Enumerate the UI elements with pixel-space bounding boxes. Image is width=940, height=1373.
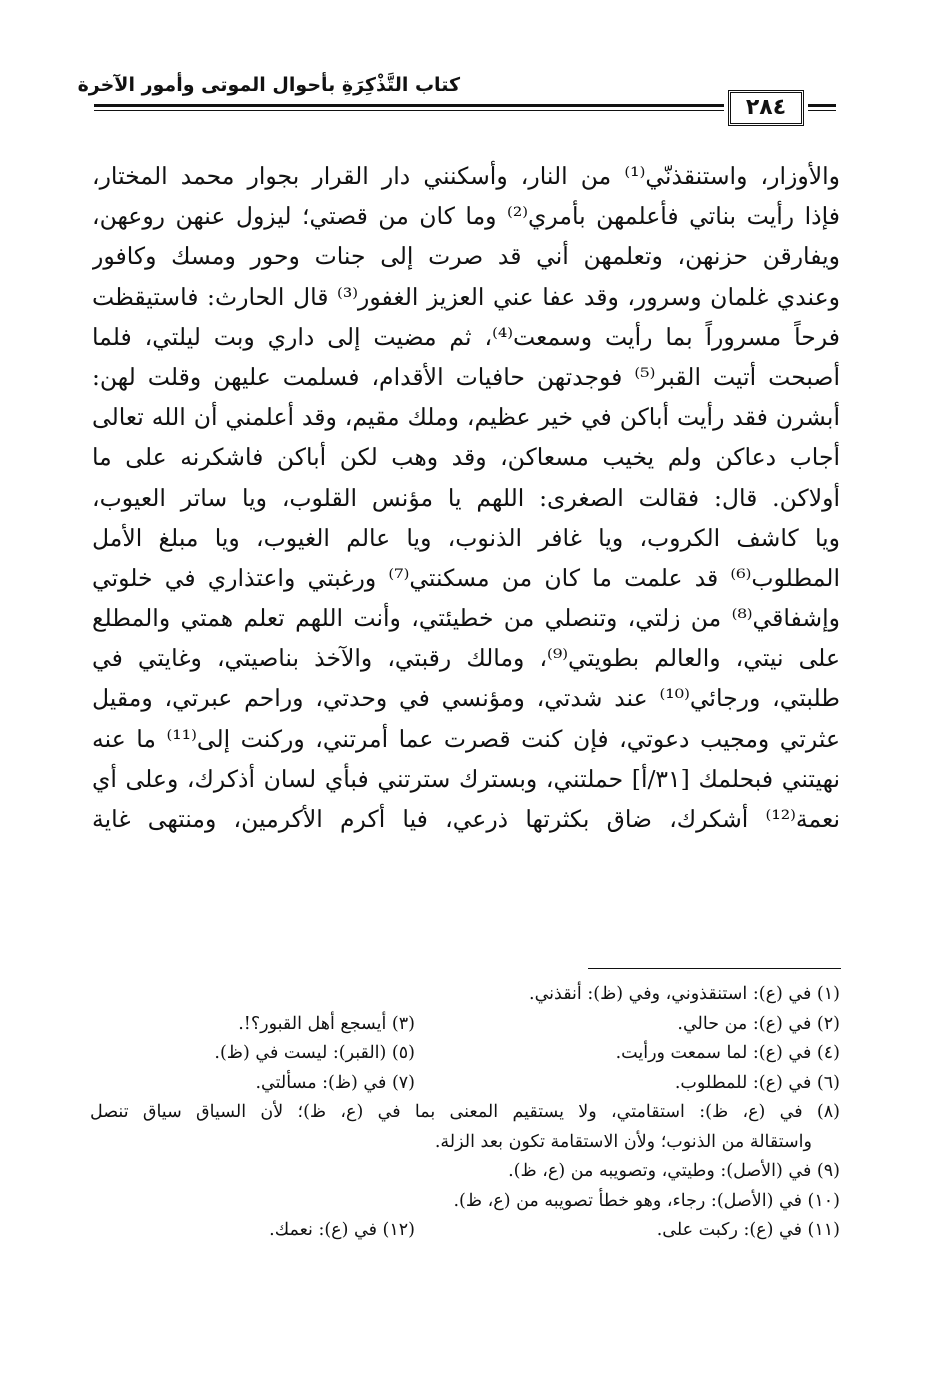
footnote-row — [90, 1098, 840, 1128]
text-line: نعمة⁽¹²⁾ أشكرك، ضاق بكثرتها ذرعي، فيا أكرم الأكرمين، ومنتهى غاية — [92, 805, 840, 833]
footnote-row — [90, 1216, 840, 1246]
footnote: (٥) (القبر): ليست في (ظ). — [214, 1043, 415, 1063]
footnote: (١٠) في (الأصل): رجاء، وهو خطأ تصويبه من (ع، ظ). — [453, 1190, 840, 1211]
footnote: (٢) في (ع): من حالي. — [677, 1013, 840, 1034]
text-line: والأوزار، واستنقذنّي⁽¹⁾ من النار، وأسكنني دار القرار بجوار محمد المختار، — [92, 162, 840, 190]
footnote-row — [90, 1187, 840, 1217]
footnote: (٦) في (ع): للمطلوب. — [674, 1072, 840, 1093]
footnote: (١) في (ع): استنقذوني، وفي (ظ): أنقذني. — [529, 984, 840, 1004]
text-line: وإشفاقي⁽⁸⁾ من زلتي، وتنصلي من خطيئتي، وأنت اللهم تعلم همتي والمطلع — [92, 604, 840, 633]
text-line: أصبحت أتيت القبر⁽⁵⁾ فوجدتهن حافيات الأقدام، فسلمت عليهن وقلت لهن: — [92, 362, 840, 391]
footnote-row — [90, 1039, 840, 1069]
footnote-row — [90, 1069, 840, 1099]
footnote: (٤) في (ع): لما سمعت ورأيت. — [615, 1043, 840, 1063]
text-line: على نيتي، والعالم بطويتي⁽⁹⁾، ومالك رقبتي، والآخذ بناصيتي، وغايتي في — [92, 644, 840, 673]
header-rule-stub-thin — [808, 110, 836, 111]
header-rule-thin — [94, 110, 724, 111]
text-line: أجاب دعاكن ولم يخيب مسعاكن، وقد وهب لكن أباكن فاشكرنه على ما — [92, 443, 840, 472]
footnote-continuation: واستقالة من الذنوب؛ ولأن الاستقامة تكون بعد الزلة. — [434, 1131, 812, 1152]
text-line: عثرتي ومجيب دعوتي، فإن كنت قصرت عما أمرتني، وركنت إلى⁽¹¹⁾ ما عنه — [92, 724, 840, 753]
footnote: (١١) في (ع): ركبت على. — [656, 1220, 840, 1240]
running-header-title: كتاب التَّذْكِرَةِ بأحوال الموتى وأمور الآخرة — [77, 74, 460, 96]
text-line: وعندي غلمان وسرور، وقد عفا عني العزيز الغفور⁽³⁾ قال الحارث: فاستيقظت — [92, 282, 840, 311]
text-line: أبشرن فقد رأيت أباكن في خير عظيم، وملك مقيم، وقد أعلمني أن الله تعالى — [92, 403, 840, 432]
text-line: طلبتي، ورجائي⁽¹⁰⁾ عند شدتي، ومؤنسي في وحدتي، وراحم عبرتي، ومقيل — [92, 684, 840, 713]
text-line: ويفارقن حزنهن، وتعلمهن أني قد صرت إلى جنات وحور ومسك وكافور — [92, 242, 840, 271]
footnote-row — [90, 1157, 840, 1187]
main-text — [92, 156, 840, 839]
footnotes — [90, 980, 840, 1246]
footnote-row — [90, 1010, 840, 1040]
text-line: نهيتني فبحلمك [٣١/أ] حملتني، وبسترك سترتني فبأي لسان أذكرك، وعلى أي — [92, 764, 840, 793]
footnote: (٩) في (الأصل): وطيتي، وتصويبه من (ع، ظ). — [508, 1161, 840, 1181]
footnote: (٧) في (ظ): مسألتي. — [255, 1072, 415, 1093]
header-rule — [94, 104, 724, 107]
footnote-row — [90, 980, 840, 1010]
text-line: المطلوب⁽⁶⁾ قد علمت ما كان من مسكنتي⁽⁷⁾ ورغبتي واعتذاري في خلوتي — [92, 563, 840, 592]
footnote: (٨) في (ع، ظ): استقامتي، ولا يستقيم المعنى بما في (ع، ظ)؛ لأن السياق سياق تنصل — [90, 1102, 840, 1122]
text-line: فرحاً مسروراً بما رأيت وسمعت⁽⁴⁾، ثم مضيت إلى داري وبت ليلتي، فلما — [92, 322, 840, 351]
footnote-separator — [588, 968, 841, 969]
text-line: ويا كاشف الكروب، ويا غافر الذنوب، ويا عالم الغيوب، ويا مبلغ الأمل — [92, 523, 840, 552]
text-line: فإذا رأيت بناتي فأعلمهن بأمري⁽²⁾ وما كان من قصتي؛ ليزول عنهن روعهن، — [92, 202, 840, 231]
footnote: (٣) أيسجع أهل القبور؟!. — [238, 1013, 415, 1034]
footnote-row — [90, 1128, 840, 1158]
text-line: أولاكن. قال: فقالت الصغرى: اللهم يا مؤنس القلوب، ويا ساتر العيوب، — [92, 483, 840, 512]
header-rule-stub — [808, 104, 836, 107]
footnote: (١٢) في (ع): نعمك. — [269, 1220, 415, 1240]
page-number: ٢٨٤ — [728, 90, 804, 126]
